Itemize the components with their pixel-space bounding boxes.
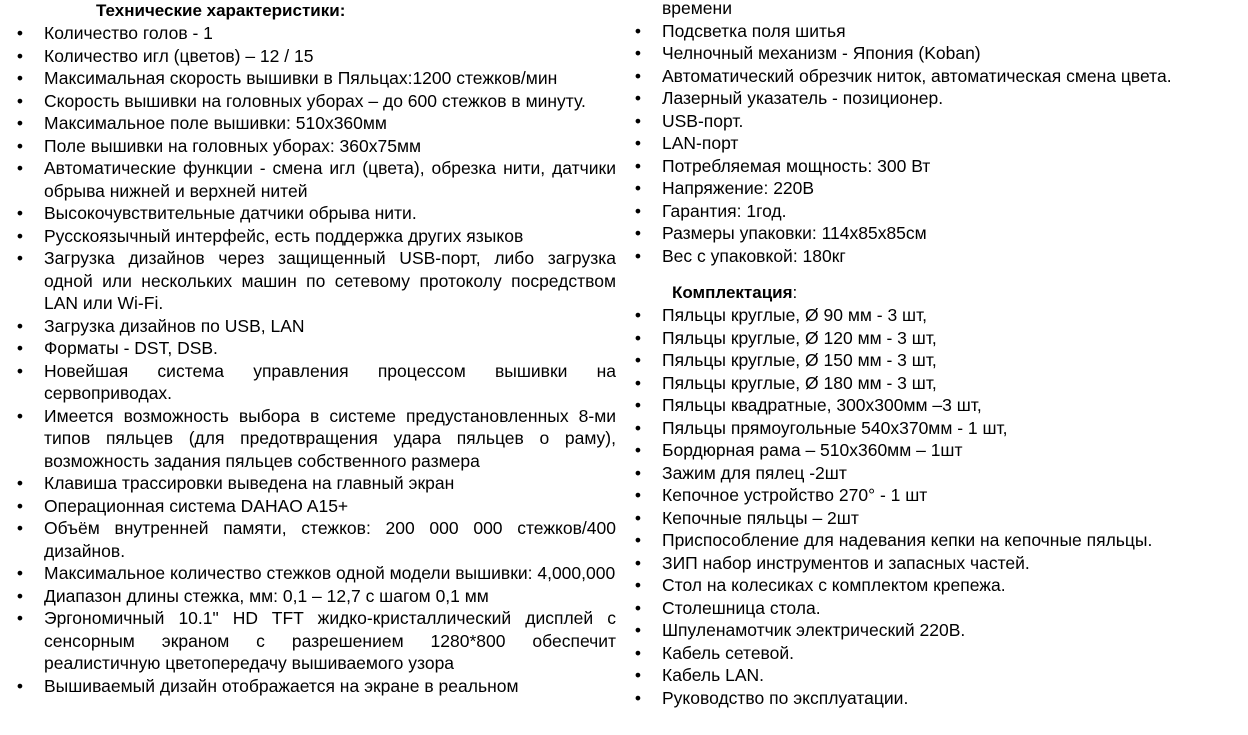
bullet-icon: • bbox=[634, 155, 642, 176]
bullet-icon: • bbox=[634, 417, 642, 438]
bullet-icon: • bbox=[634, 178, 642, 198]
list-item-text: Клавиша трассировки выведена на главный экран bbox=[44, 473, 455, 493]
bullet-icon: • bbox=[16, 248, 24, 268]
bullet-icon: • bbox=[16, 158, 24, 178]
list-item bbox=[630, 372, 1234, 395]
bullet-icon: • bbox=[16, 315, 24, 336]
list-item-text: Новейшая система управления процессом вышивки на сервоприводах. bbox=[44, 360, 616, 403]
bullet-icon: • bbox=[634, 575, 642, 595]
list-item bbox=[630, 507, 1234, 530]
list-item-text: Автоматические функции - смена игл (цвета), обрезка нити, датчики обрыва нижней и верхней нитей bbox=[44, 158, 616, 201]
list-item-text: Количество голов - 1 bbox=[44, 23, 213, 43]
bullet-icon: • bbox=[634, 395, 642, 415]
list-item bbox=[12, 67, 616, 90]
list-item-text: Приспособление для надевания кепки на кепочные пяльцы. bbox=[662, 530, 1153, 550]
list-item bbox=[12, 675, 616, 698]
bullet-icon: • bbox=[634, 20, 642, 41]
bullet-icon: • bbox=[634, 507, 642, 528]
list-item bbox=[630, 222, 1234, 245]
bullet-icon: • bbox=[16, 360, 24, 381]
bullet-icon: • bbox=[634, 620, 642, 640]
list-item-text: Подсветка поля шитья bbox=[662, 20, 846, 41]
list-item bbox=[630, 20, 1234, 43]
list-item-text: Количество игл (цветов) – 12 / 15 bbox=[44, 45, 314, 66]
kit-heading-colon: : bbox=[792, 283, 798, 302]
list-item-text: Вышиваемый дизайн отображается на экране в реальном bbox=[44, 675, 519, 696]
list-item-text: Вес с упаковкой: 180кг bbox=[662, 245, 846, 266]
bullet-icon: • bbox=[634, 485, 642, 505]
list-item-text: Русскоязычный интерфейс, есть поддержка других языков bbox=[44, 225, 524, 246]
list-item bbox=[630, 349, 1234, 372]
list-item-text: Кабель LAN. bbox=[662, 665, 765, 685]
list-item-text: Операционная система DAHAO A15+ bbox=[44, 495, 349, 516]
list-item bbox=[630, 87, 1234, 110]
list-item-text: Шпуленамотчик электрический 220В. bbox=[662, 620, 966, 640]
list-item-text: Диапазон длины стежка, мм: 0,1 – 12,7 с шагом 0,1 мм bbox=[44, 585, 489, 606]
list-item-text: Потребляемая мощность: 300 Вт bbox=[662, 155, 931, 176]
list-item bbox=[630, 619, 1234, 642]
list-item bbox=[12, 202, 616, 225]
list-item-text: Челночный механизм - Япония (Koban) bbox=[662, 43, 981, 63]
bullet-icon: • bbox=[16, 473, 24, 493]
bullet-icon: • bbox=[634, 642, 642, 663]
bullet-icon: • bbox=[634, 597, 642, 618]
list-item-text: Эргономичный 10.1" HD TFT жидко-кристаллический дисплей с сенсорным экраном с разрешением 1280*800 обеспечит реалистичную цветопередачу вышиваемого узора bbox=[44, 608, 616, 673]
list-item-text: USB-порт. bbox=[662, 110, 744, 131]
list-item-text: Кепочное устройство 270° - 1 шт bbox=[662, 485, 928, 505]
list-item bbox=[630, 110, 1234, 133]
list-item-text: LAN-порт bbox=[662, 133, 739, 153]
list-item-text: Стол на колесиках с комплектом крепежа. bbox=[662, 575, 1006, 595]
list-item-text: Загрузка дизайнов через защищенный USB-порт, либо загрузка одной или нескольких машин по сетевому протоколу посредством LAN или Wi-Fi. bbox=[44, 248, 616, 313]
list-item-text: Пяльцы прямоугольные 540х370мм - 1 шт, bbox=[662, 417, 1008, 438]
list-item bbox=[630, 439, 1234, 462]
list-item bbox=[12, 517, 616, 562]
list-item bbox=[630, 155, 1234, 178]
list-item-text: Столешница стола. bbox=[662, 597, 821, 618]
bullet-icon: • bbox=[634, 65, 642, 86]
list-item bbox=[630, 597, 1234, 620]
list-item-text: Кабель сетевой. bbox=[662, 642, 795, 663]
bullet-icon: • bbox=[634, 350, 642, 370]
list-item-text: Объём внутренней памяти, стежков: 200 000 000 стежков/400 дизайнов. bbox=[44, 518, 616, 561]
list-item-text: Кепочные пяльцы – 2шт bbox=[662, 507, 859, 528]
bullet-icon: • bbox=[16, 135, 24, 156]
bullet-icon: • bbox=[634, 372, 642, 393]
list-item-text: Скорость вышивки на головных уборах – до 600 стежков в минуту. bbox=[44, 90, 586, 111]
list-item-text: Лазерный указатель - позиционер. bbox=[662, 88, 944, 108]
list-item-text: Максимальная скорость вышивки в Пяльцах:1200 стежков/мин bbox=[44, 68, 558, 88]
list-item bbox=[12, 495, 616, 518]
list-item-text: Высокочувствительные датчики обрыва нити. bbox=[44, 203, 417, 223]
bullet-icon: • bbox=[634, 665, 642, 685]
bullet-icon: • bbox=[16, 113, 24, 133]
kit-heading bbox=[630, 282, 1234, 304]
list-item bbox=[630, 687, 1234, 710]
list-item bbox=[630, 552, 1234, 575]
bullet-icon: • bbox=[634, 223, 642, 243]
bullet-icon: • bbox=[634, 530, 642, 550]
bullet-icon: • bbox=[634, 110, 642, 131]
list-item bbox=[12, 247, 616, 315]
list-item bbox=[12, 225, 616, 248]
bullet-icon: • bbox=[16, 68, 24, 88]
bullet-icon: • bbox=[634, 133, 642, 153]
list-item bbox=[630, 394, 1234, 417]
list-item-text: Автоматический обрезчик ниток, автоматическая смена цвета. bbox=[662, 65, 1172, 86]
bullet-icon: • bbox=[16, 495, 24, 516]
bullet-icon: • bbox=[634, 687, 642, 708]
continued-text: времени bbox=[662, 0, 732, 18]
list-item-text: Руководство по эксплуатации. bbox=[662, 687, 909, 708]
list-item bbox=[630, 417, 1234, 440]
list-item-text: Имеется возможность выбора в системе предустановленных 8-ми типов пяльцев (для предотвращения удара пяльцев о раму), возможность задания пяльцев собственного размера bbox=[44, 405, 616, 471]
list-item-text: Пяльцы круглые, Ø 180 мм - 3 шт, bbox=[662, 372, 937, 393]
list-item bbox=[12, 112, 616, 135]
bullet-icon: • bbox=[16, 23, 24, 43]
list-item bbox=[630, 574, 1234, 597]
list-item bbox=[630, 132, 1234, 155]
list-item bbox=[630, 42, 1234, 65]
bullet-icon: • bbox=[634, 88, 642, 108]
list-item-text: Максимальное поле вышивки: 510х360мм bbox=[44, 113, 387, 133]
list-item bbox=[12, 405, 616, 473]
bullet-icon: • bbox=[16, 675, 24, 696]
bullet-icon: • bbox=[16, 203, 24, 223]
list-item-text: Загрузка дизайнов по USB, LAN bbox=[44, 315, 305, 336]
list-item bbox=[12, 607, 616, 675]
list-item bbox=[630, 177, 1234, 200]
list-item bbox=[630, 245, 1234, 268]
list-item bbox=[630, 200, 1234, 223]
bullet-icon: • bbox=[16, 518, 24, 538]
list-item bbox=[630, 327, 1234, 350]
list-item bbox=[12, 157, 616, 202]
bullet-icon: • bbox=[634, 245, 642, 266]
specs-list bbox=[12, 22, 616, 697]
list-item bbox=[630, 484, 1234, 507]
bullet-icon: • bbox=[634, 200, 642, 221]
bullet-icon: • bbox=[16, 90, 24, 111]
list-item-text: Пяльцы квадратные, 300х300мм –3 шт, bbox=[662, 395, 982, 415]
bullet-icon: • bbox=[634, 462, 642, 483]
specs-heading: Технические характеристики: bbox=[96, 1, 346, 20]
bullet-icon: • bbox=[634, 552, 642, 573]
list-item-text: Пяльцы круглые, Ø 150 мм - 3 шт, bbox=[662, 350, 937, 370]
list-item bbox=[12, 45, 616, 68]
bullet-icon: • bbox=[634, 43, 642, 63]
list-item bbox=[12, 135, 616, 158]
bullet-icon: • bbox=[16, 225, 24, 246]
list-item-text: Поле вышивки на головных уборах: 360х75мм bbox=[44, 135, 422, 156]
list-item-text: Зажим для пялец -2шт bbox=[662, 462, 847, 483]
list-item bbox=[630, 529, 1234, 552]
list-item-text: Напряжение: 220В bbox=[662, 178, 815, 198]
list-item bbox=[12, 360, 616, 405]
list-item-text: Максимальное количество стежков одной модели вышивки: 4,000,000 bbox=[44, 563, 616, 583]
list-item bbox=[12, 585, 616, 608]
kit-list bbox=[630, 304, 1234, 709]
list-item bbox=[630, 462, 1234, 485]
bullet-icon: • bbox=[634, 440, 642, 460]
bullet-icon: • bbox=[16, 338, 24, 358]
kit-heading-text: Комплектация bbox=[672, 283, 793, 302]
list-item bbox=[630, 642, 1234, 665]
list-item-text: Размеры упаковки: 114х85х85см bbox=[662, 223, 927, 243]
list-item bbox=[12, 562, 616, 585]
bullet-icon: • bbox=[16, 405, 24, 426]
list-item bbox=[12, 22, 616, 45]
list-item bbox=[12, 472, 616, 495]
list-item-text: Бордюрная рама – 510х360мм – 1шт bbox=[662, 440, 963, 460]
list-item bbox=[12, 90, 616, 113]
list-item-text: Гарантия: 1год. bbox=[662, 200, 787, 221]
bullet-icon: • bbox=[16, 608, 24, 628]
list-item bbox=[12, 337, 616, 360]
features-list bbox=[630, 20, 1234, 268]
list-item-text: ЗИП набор инструментов и запасных частей. bbox=[662, 552, 1030, 573]
right-column bbox=[630, 0, 1234, 709]
bullet-icon: • bbox=[16, 45, 24, 66]
list-item bbox=[12, 315, 616, 338]
list-item bbox=[630, 304, 1234, 327]
list-item-text: Пяльцы круглые, Ø 90 мм - 3 шт, bbox=[662, 305, 928, 325]
bullet-icon: • bbox=[634, 305, 642, 325]
list-item-text: Форматы - DST, DSB. bbox=[44, 338, 218, 358]
bullet-icon: • bbox=[16, 585, 24, 606]
list-item bbox=[630, 65, 1234, 88]
bullet-icon: • bbox=[16, 563, 24, 583]
bullet-icon: • bbox=[634, 327, 642, 348]
list-item bbox=[630, 664, 1234, 687]
left-column bbox=[12, 0, 616, 697]
list-item-text: Пяльцы круглые, Ø 120 мм - 3 шт, bbox=[662, 327, 937, 348]
